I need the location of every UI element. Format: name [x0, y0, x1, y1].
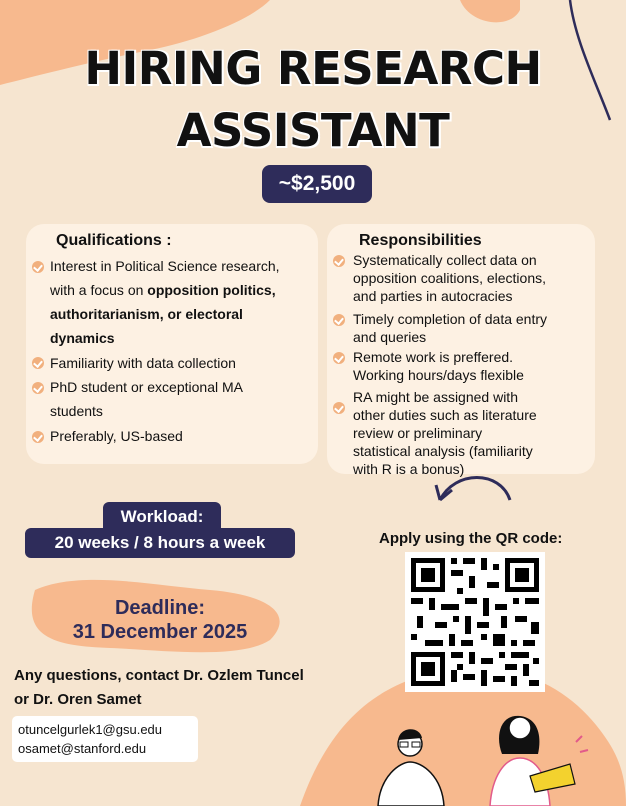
qualifications-card	[26, 224, 318, 464]
check-icon	[333, 402, 345, 414]
list-item: Familiarity with data collection	[50, 355, 236, 371]
list-item: Timely completion of data entry and queries	[353, 311, 548, 345]
list-item: Remote work is preffered. Working hours/days flexible	[353, 349, 524, 383]
deadline-label: Deadline:	[114, 597, 206, 619]
salary-badge: ~$2,500	[262, 165, 372, 203]
workload-badge	[25, 502, 295, 556]
qualifications-heading: Qualifications :	[56, 232, 172, 249]
responsibilities-card	[327, 224, 595, 477]
check-icon	[333, 255, 345, 267]
qr-code[interactable]	[405, 552, 545, 692]
check-icon	[333, 352, 345, 364]
list-item: RA might be assigned with other duties such as literature review or preliminary statistical analysis (familiarity with R is a bonus)	[353, 389, 537, 477]
contact-text: Any questions, contact Dr. Ozlem Tuncel or Dr. Oren Samet	[14, 667, 304, 708]
page-title: HIRING RESEARCH ASSISTANT	[84, 42, 542, 157]
check-icon	[32, 357, 44, 369]
check-icon	[32, 431, 44, 443]
responsibilities-heading: Responsibilities	[359, 232, 482, 249]
check-icon	[333, 314, 345, 326]
people-illustration	[370, 696, 590, 806]
email-box	[12, 716, 198, 762]
email-link[interactable]: otuncelgurlek1@gsu.edu	[18, 722, 163, 737]
check-icon	[32, 382, 44, 394]
workload-value: 20 weeks / 8 hours a week	[25, 528, 295, 558]
workload-label: Workload:	[103, 502, 221, 530]
apply-instruction: Apply using the QR code:	[379, 530, 563, 547]
list-item: Interest in Political Science research, with a focus on opposition politics, authoritarianism, or electoral dynamics	[50, 258, 280, 346]
check-icon	[32, 261, 44, 273]
deadline-date: 31 December 2025	[72, 621, 248, 643]
deadline-block	[60, 596, 260, 644]
list-item: Systematically collect data on opposition coalitions, elections, and parties in autocracies	[353, 252, 547, 304]
list-item: Preferably, US-based	[50, 428, 183, 444]
email-link[interactable]: osamet@stanford.edu	[18, 741, 147, 756]
list-item: PhD student or exceptional MA students	[50, 379, 243, 419]
qr-code-icon	[405, 552, 545, 692]
